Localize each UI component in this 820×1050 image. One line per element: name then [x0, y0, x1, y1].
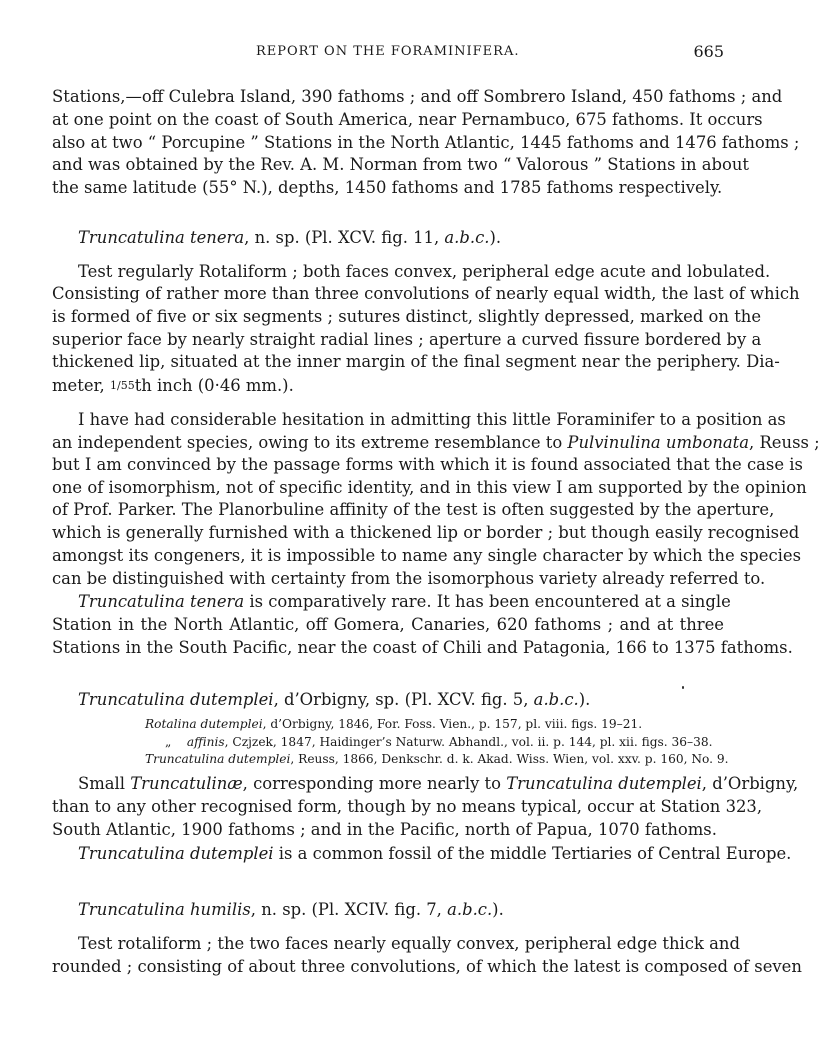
text-line: thickened lip, situated at the inner margin of the final segment near the periphery. Dia-	[52, 352, 780, 371]
heading-close: ).	[492, 900, 504, 919]
text-span: , Reuss ;	[749, 433, 820, 452]
text-line: also at two “ Porcupine ” Stations in the North Atlantic, 1445 fathoms and 1476 fathoms ;	[52, 133, 800, 152]
reference-text: , d’Orbigny, 1846, For. Foss. Vien., p. 157, pl. viii. figs. 19–21.	[262, 717, 643, 731]
figure-refs: a.b.c.	[444, 228, 490, 247]
species-name: Truncatulina dutemplei	[78, 844, 274, 863]
print-speck	[682, 686, 684, 689]
text-line: can be distinguished with certainty from the isomorphous variety already referred to.	[52, 569, 766, 588]
text-line: I have had considerable hesitation in admitting this little Foraminifer to a position as	[78, 410, 786, 429]
text-line: rounded ; consisting of about three convolutions, of which the latest is composed of seven	[52, 957, 802, 976]
text-line: Stations in the South Pacific, near the coast of Chili and Patagonia, 166 to 1375 fathoms.	[52, 638, 793, 657]
text-line: South Atlantic, 1900 fathoms ; and in the Pacific, north of Papua, 1070 fathoms.	[52, 820, 717, 839]
figure-refs: a.b.c.	[533, 690, 579, 709]
text-span: is a common fossil of the middle Tertiaries of Central Europe.	[273, 844, 792, 863]
species-heading-dutemplei	[78, 690, 590, 710]
text-line: Stations,—off Culebra Island, 390 fathoms ; and off Sombrero Island, 450 fathoms ; and	[52, 87, 783, 106]
text-line: is formed of five or six segments ; sutures distinct, slightly depressed, marked on the	[52, 307, 762, 326]
text-line: amongst its congeners, it is impossible to name any single character by which the species	[52, 546, 802, 565]
text-span: is comparatively rare. It has been encountered at a single	[244, 592, 731, 611]
text-line: Station in the North Atlantic, off Gomera, Canaries, 620 fathoms ; and at three	[52, 615, 724, 634]
text-line: the same latitude (55° N.), depths, 1450 fathoms and 1785 fathoms respectively.	[52, 178, 723, 197]
species-name: Truncatulina tenera	[78, 592, 245, 611]
text-span: meter,	[52, 376, 110, 395]
text-line: one of isomorphism, not of specific identity, and in this view I am supported by the opinion	[52, 478, 807, 497]
text-line	[78, 774, 799, 794]
heading-text: , d’Orbigny, sp. (Pl. XCV. fig. 5,	[273, 690, 534, 709]
text-span: , corresponding more nearly to	[242, 774, 507, 793]
text-line: Test rotaliform ; the two faces nearly equally convex, peripheral edge thick and	[78, 934, 740, 953]
heading-close: ).	[489, 228, 502, 247]
text-span: , d’Orbigny,	[701, 774, 799, 793]
text-line: which is generally furnished with a thickened lip or border ; but though easily recognised	[52, 523, 800, 542]
species-name: Truncatulina humilis	[78, 900, 251, 919]
synonymy-line	[165, 734, 713, 750]
running-header: REPORT ON THE FORAMINIFERA.	[256, 44, 520, 59]
species-name: Truncatulina dutemplei	[506, 774, 702, 793]
genus-name: Truncatulinæ	[130, 774, 243, 793]
synonym-name: Truncatulina dutemplei	[145, 752, 291, 766]
synonymy-line	[145, 751, 729, 767]
reference-text: , Czjzek, 1847, Haidinger’s Naturw. Abhandl., vol. ii. p. 144, pl. xii. figs. 36–38.	[224, 735, 713, 749]
text-span: th inch (0·46 mm.).	[134, 376, 294, 395]
text-line: and was obtained by the Rev. A. M. Norman from two “ Valorous ” Stations in about	[52, 155, 749, 174]
text-line: superior face by nearly straight radial lines ; aperture a curved fissure bordered by a	[52, 330, 762, 349]
text-line: than to any other recognised form, though by no means typical, occur at Station 323,	[52, 797, 763, 816]
text-span: Small	[78, 774, 131, 793]
text-line: of Prof. Parker. The Planorbuline affinity of the test is often suggested by the aperture,	[52, 500, 775, 519]
fraction: 1/55	[109, 379, 135, 392]
synonymy-line	[145, 716, 642, 732]
text-line	[78, 592, 731, 612]
figure-refs: a.b.c.	[447, 900, 493, 919]
species-name: Pulvinulina umbonata	[567, 433, 750, 452]
reference-text: , Reuss, 1866, Denkschr. d. k. Akad. Wiss. Wien, vol. xxv. p. 160, No. 9.	[290, 752, 729, 766]
species-name: Truncatulina tenera	[78, 228, 245, 247]
text-line	[52, 433, 820, 453]
ditto-mark: „	[165, 735, 172, 749]
species-heading-humilis	[78, 900, 504, 920]
heading-close: ).	[578, 690, 591, 709]
text-line: at one point on the coast of South America, near Pernambuco, 675 fathoms. It occurs	[52, 110, 763, 129]
text-line: Test regularly Rotaliform ; both faces convex, peripheral edge acute and lobulated.	[78, 262, 771, 281]
text-line	[52, 376, 294, 396]
text-line	[78, 844, 791, 864]
text-line: Consisting of rather more than three convolutions of nearly equal width, the last of which	[52, 284, 800, 303]
synonym-name: Rotalina dutemplei	[145, 717, 263, 731]
synonym-name: affinis	[186, 735, 225, 749]
page-number: 665	[693, 42, 724, 61]
heading-text: , n. sp. (Pl. XCIV. fig. 7,	[250, 900, 448, 919]
heading-text: , n. sp. (Pl. XCV. fig. 11,	[244, 228, 445, 247]
species-heading-tenera	[78, 228, 501, 248]
species-name: Truncatulina dutemplei	[78, 690, 274, 709]
text-span: an independent species, owing to its extreme resemblance to	[52, 433, 568, 452]
text-line: but I am convinced by the passage forms with which it is found associated that the case is	[52, 455, 803, 474]
